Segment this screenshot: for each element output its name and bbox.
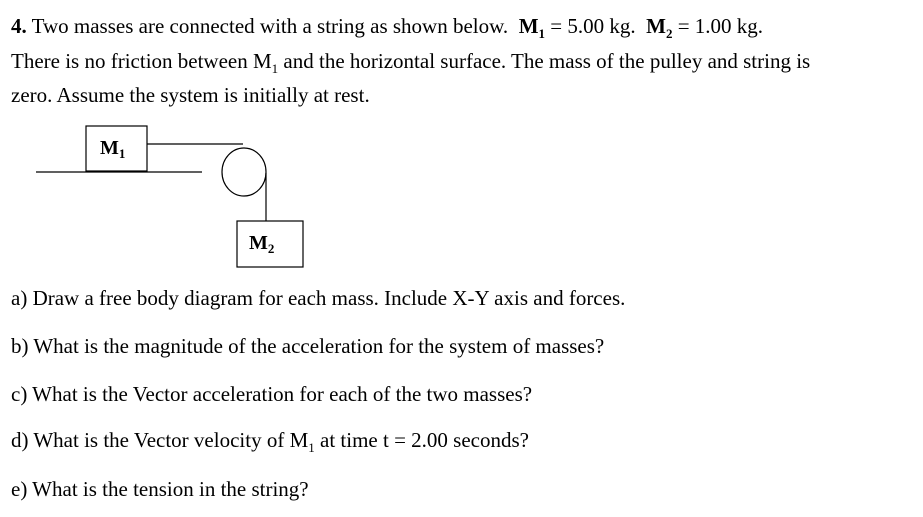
pulley [222,148,266,196]
m2-symbol: M [646,14,666,38]
m2-subscript: 2 [665,26,673,42]
question-d [11,428,529,456]
problem-number: 4. [11,14,27,38]
question-d-start: d) What is the Vector velocity of M [11,428,309,452]
line2-start: There is no friction between M [11,48,272,73]
question-d-end: at time t = 2.00 seconds? [314,428,529,452]
question-d-subscript: 1 [308,440,315,456]
m1-value: = 5.00 kg. [550,14,636,38]
block-m2-label: $M_2$ [249,232,275,256]
question-c: c) What is the Vector acceleration for each of the two masses? [11,382,533,406]
question-a: a) Draw a free body diagram for each mass. Include X-Y axis and forces. [11,286,626,310]
m1-symbol: M [518,14,539,38]
m2-value: = 1.00 kg. [677,14,764,38]
line2-end: and the horizontal surface. The mass of the pulley and string is [278,48,811,73]
problem-line-3: zero. Assume the system is initially at rest. [11,83,370,108]
line2-subscript: 1 [271,60,279,76]
question-e: e) What is the tension in the string? [11,477,309,501]
block-m1-label: $M_1$ [100,137,126,161]
question-b: b) What is the magnitude of the acceleration for the system of masses? [11,334,605,358]
m1-subscript: 1 [538,26,546,42]
problem-sentence-1: Two masses are connected with a string as shown below. [31,14,509,38]
